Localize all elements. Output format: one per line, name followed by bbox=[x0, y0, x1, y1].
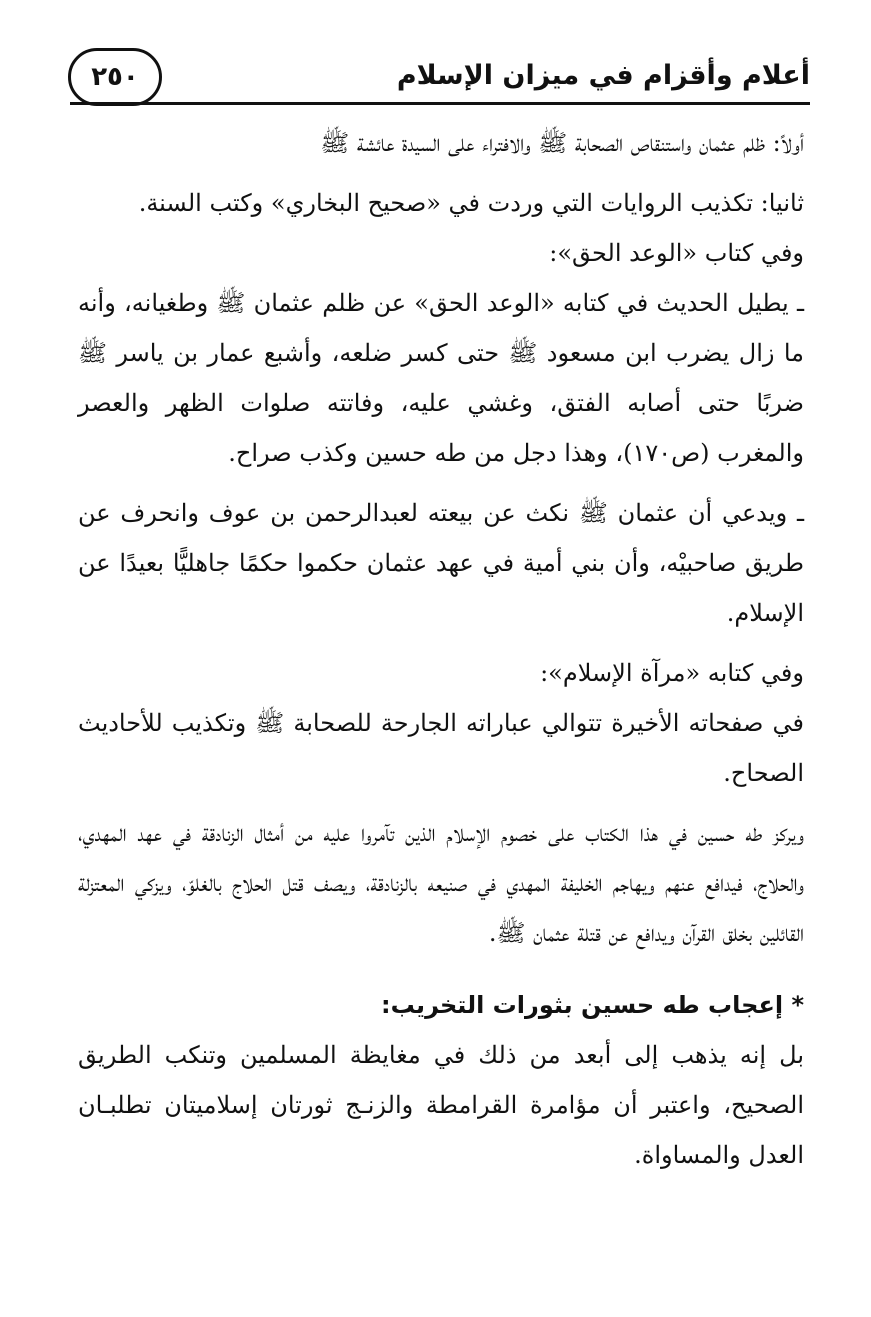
header-divider bbox=[70, 102, 810, 105]
paragraph-enemies-of-islam: ويركز طه حسين في هذا الكتاب على خصوم الإسلام الذين تآمروا عليه من أمثال الزنادقة في عهد المهدي، والحلاج، فيدافع عنهم ويهاجم الخليفة المهدي في صنيعه بالزنادقة، ويصف قتل الحلاج بالغلوّ، ويزكي المعتزلة القائلين بخلق القرآن ويدافع عن قتلة عثمان ﷺ. bbox=[78, 819, 804, 947]
page-body bbox=[78, 118, 804, 1180]
section-heading: * إعجاب طه حسين بثورات التخريب: bbox=[381, 991, 804, 1019]
paragraph-revolutions: بل إنه يذهب إلى أبعد من ذلك في مغايظة المسلمين وتنكب الطريق الصحيح، واعتبر أن مؤامرة القرامطة والزنـج ثورتان إسلاميتان تطلبـان العدل والمساواة. bbox=[78, 1041, 804, 1169]
paragraph-second-point: ثانيا: تكذيب الروايات التي وردت في «صحيح البخاري» وكتب السنة. bbox=[138, 189, 804, 217]
paragraph-first-point: أولاً: ظلم عثمان واستنقاص الصحابة ﷺ والافتراء على السيدة عائشة ﷺ bbox=[320, 129, 804, 157]
page-number-text: ٢٥٠ bbox=[91, 62, 139, 92]
paragraph-book-intro-mirat: وفي كتابه «مرآة الإسلام»: bbox=[540, 659, 804, 687]
paragraph-book-intro-wad: وفي كتاب «الوعد الحق»: bbox=[549, 239, 804, 267]
book-title: أعلام وأقزام في ميزان الإسلام bbox=[396, 60, 810, 91]
paragraph-uthman-claim: ـ يطيل الحديث في كتابه «الوعد الحق» عن ظلم عثمان ﷺ وطغيانه، وأنه ما زال يضرب ابن مسعود ﷺ حتى كسر ضلعه، وأشبع عمار بن ياسر ﷺ ضربًا حتى أصابه الفتق، وغشي عليه، وفاتته صلوات الظهر والعصر والمغرب (ص١٧٠)، وهذا دجل من طه حسين وكذب صراح. bbox=[78, 289, 804, 467]
paragraph-last-pages: في صفحاته الأخيرة تتوالي عباراته الجارحة للصحابة ﷺ وتكذيب للأحاديث الصحاح. bbox=[78, 709, 804, 787]
running-header bbox=[70, 50, 810, 106]
page-number bbox=[68, 48, 162, 106]
paragraph-bayah-claim: ـ ويدعي أن عثمان ﷺ نكث عن بيعته لعبدالرحمن بن عوف وانحرف عن طريق صاحبيْه، وأن بني أمية في عهد عثمان حكموا حكمًا جاهليًّا بعيدًا عن الإسلام. bbox=[78, 499, 804, 627]
